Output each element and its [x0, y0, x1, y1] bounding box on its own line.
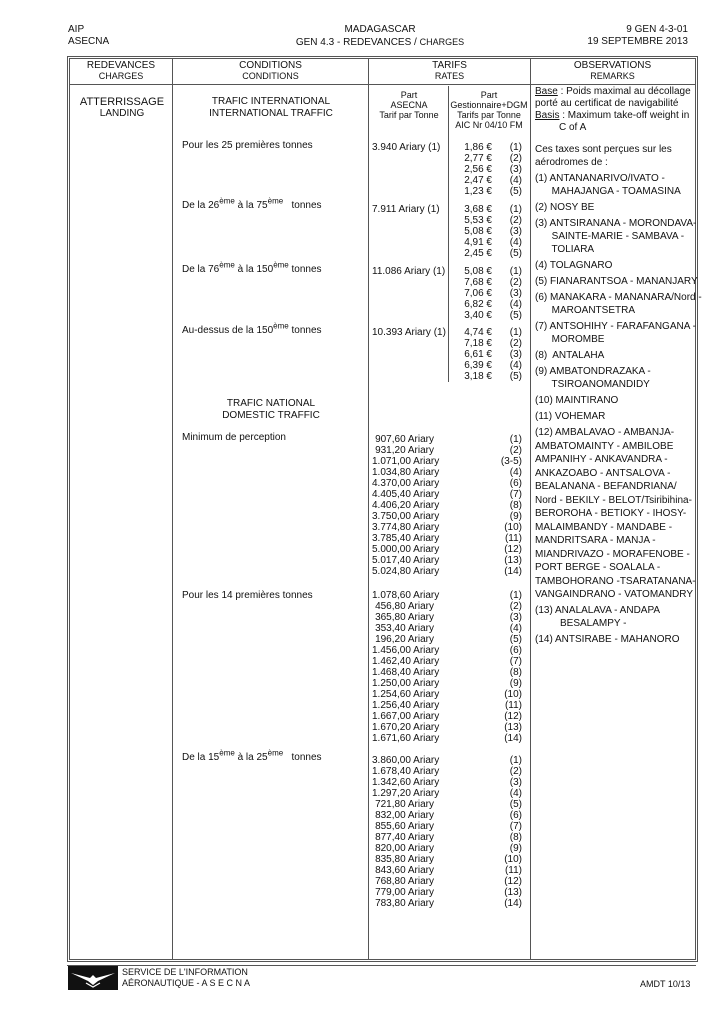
range-15-25-values: 3.860,00 Ariary 1.678,40 Ariary 1.342,60 Ariary 1.297,20 Ariary 721,80 Ariary 832,00 Ariary 855,60 Ariary 877,40 Ariary 820,00 Ariary 835,80 Ariary 843,60 Ariary 768,80 Ariary 779,00 Ariary 783,80 Ariary [372, 755, 440, 909]
asecna-rate-4: 10.393 Ariary (1) [372, 327, 446, 338]
euro-rates-4: 4,74 € 7,18 € 6,61 € 6,39 € 3,18 € [464, 327, 492, 382]
asecna-rate-1: 3.940 Ariary (1) [372, 142, 441, 153]
col-header-conditions: CONDITIONS CONDITIONS [239, 60, 302, 81]
gestionnaire-subheader: Part Gestionnaire+DGM Tarifs par Tonne AIC Nr 04/10 FM [450, 90, 528, 130]
first14-refs: (1) (2) (3) (4) (5) (6) (7) (8) (9) (10) (11) (12) (13) (14) [504, 590, 522, 744]
intl-cond-1: Pour les 25 premières tonnes [182, 140, 313, 151]
asecna-rate-3: 11.086 Ariary (1) [372, 266, 446, 277]
intl-cond-3: De la 76ème à la 150ème tonnes [182, 260, 322, 275]
col-divider-2 [368, 58, 369, 959]
intl-cond-4: Au-dessus de la 150ème tonnes [182, 321, 322, 336]
euro-rates-1: 1,86 € 2,77 € 2,56 € 2,47 € 1,23 € [464, 142, 492, 197]
header-center: MADAGASCAR GEN 4.3 - REDEVANCES / CHARGES [295, 24, 465, 48]
first14-label: Pour les 14 premières tonnes [182, 590, 313, 601]
asecna-logo-icon [68, 966, 118, 990]
col-divider-3 [530, 58, 531, 959]
first14-values: 1.078,60 Ariary 456,80 Ariary 365,80 Ariary 353,40 Ariary 196,20 Ariary 1.456,00 Ariary 1.462,40 Ariary 1.468,40 Ariary 1.250,00 Ariary 1.254,60 Ariary 1.256,40 Ariary 1.667,00 Ariary 1.670,20 Ariary 1.671,60 Ariary [372, 590, 440, 744]
euro-refs-1: (1) (2) (3) (4) (5) [509, 142, 522, 197]
euro-refs-3: (1) (2) (3) (4) (5) [509, 266, 522, 321]
footer-service: SERVICE DE L'INFORMATION AÉRONAUTIQUE - A S E C N A [122, 967, 251, 988]
intl-cond-2: De la 26ème à la 75ème tonnes [182, 196, 322, 211]
min-perception-values: 907,60 Ariary 931,20 Ariary 1.071,00 Ariary 1.034,80 Ariary 4.370,00 Ariary 4.405,40 Ariary 4.406,20 Ariary 3.750,00 Ariary 3.774,80 Ariary 3.785,40 Ariary 5.000,00 Ariary 5.017,40 Ariary 5.024,80 Ariary [372, 434, 440, 577]
range-15-25-label: De la 15ème à la 25ème tonnes [182, 748, 322, 763]
min-perception-refs: (1) (2) (3-5) (4) (6) (7) (8) (9) (10) (11) (12) (13) (14) [500, 434, 522, 577]
header-left: AIP ASECNA [68, 24, 110, 47]
national-traffic-title: TRAFIC NATIONAL DOMESTIC TRAFFIC [222, 398, 320, 421]
footer-amendment: AMDT 10/13 [640, 979, 691, 989]
euro-rates-2: 3,68 € 5,53 € 5,08 € 4,91 € 2,45 € [464, 204, 492, 259]
remark-list: Ces taxes sont perçues sur les aérodromes de : (1) ANTANANARIVO/IVATO - MAHAJANGA - TOAMASINA (2) NOSY BE (3) ANTSIRANANA - MORONDAVA- SAINTE-MARIE - SAMBAVA - TOLIARA (4) TOLAGNARO (5) FIANARANTSOA - MANANJARY (6) MANAKARA - MANANARA/Nord - MAROANTSETRA (7) ANTSOHIHY - FARAFANGANA - MOROMBE (8) ANTALAHA (9) AMBATONDRAZAKA - TSIROANOMANDIDY (10) MAINTIRANO (11) VOHEMAR (12) AMBALAVAO - AMBANJA- AMBATOMAINTY - AMBILOBE AMPANIHY - ANKAVANDRA - ANKAZOABO - ANTSALOVA - BEALANANA - BEFANDRIANA/ Nord - BEKILY - BELOT/Tsiribihina- BEROROHA - BETIOKY - IHOSY- MALAIMBANDY - MANDABE - MANDRITSARA - MANJA - MIANDRIVAZO - MORAFENOBE - PORT BERGE - SOALALA - TAMBOHORANO -TSARATANANA- VANGAINDRANO - VATOMANDRY (13) ANALALAVA - ANDAPA BESALAMPY - (14) ANTSIRABE - MAHANORO [535, 144, 702, 645]
min-perception-label: Minimum de perception [182, 432, 286, 443]
col-header-redevances: REDEVANCES CHARGES [86, 60, 156, 81]
euro-refs-4: (1) (2) (3) (4) (5) [509, 327, 522, 382]
col-divider-1 [172, 58, 173, 959]
asecna-subheader: Part ASECNA Tarif par Tonne [379, 90, 439, 120]
asecna-rate-2: 7.911 Ariary (1) [372, 204, 440, 215]
col-header-tarifs: TARIFS RATES [432, 60, 467, 81]
charge-name: ATTERRISSAGE LANDING [79, 96, 165, 119]
col-header-observations: OBSERVATIONS REMARKS [573, 60, 652, 81]
tarif-subdivider [448, 86, 449, 382]
euro-rates-3: 5,08 € 7,68 € 7,06 € 6,82 € 3,40 € [464, 266, 492, 321]
euro-refs-2: (1) (2) (3) (4) (5) [509, 204, 522, 259]
header-divider [69, 84, 695, 85]
footer-divider [67, 965, 696, 966]
range-15-25-refs: (1) (2) (3) (4) (5) (6) (7) (8) (9) (10) (11) (12) (13) (14) [504, 755, 522, 909]
header-right: 9 GEN 4-3-01 19 SEPTEMBRE 2013 [587, 24, 688, 47]
remark-base: Base : Poids maximal au décollage porté au certificat de navigabilité Basis : Maximum take-off weight in C of A [535, 86, 691, 133]
intl-traffic-title: TRAFIC INTERNATIONAL INTERNATIONAL TRAFFIC [209, 96, 333, 119]
